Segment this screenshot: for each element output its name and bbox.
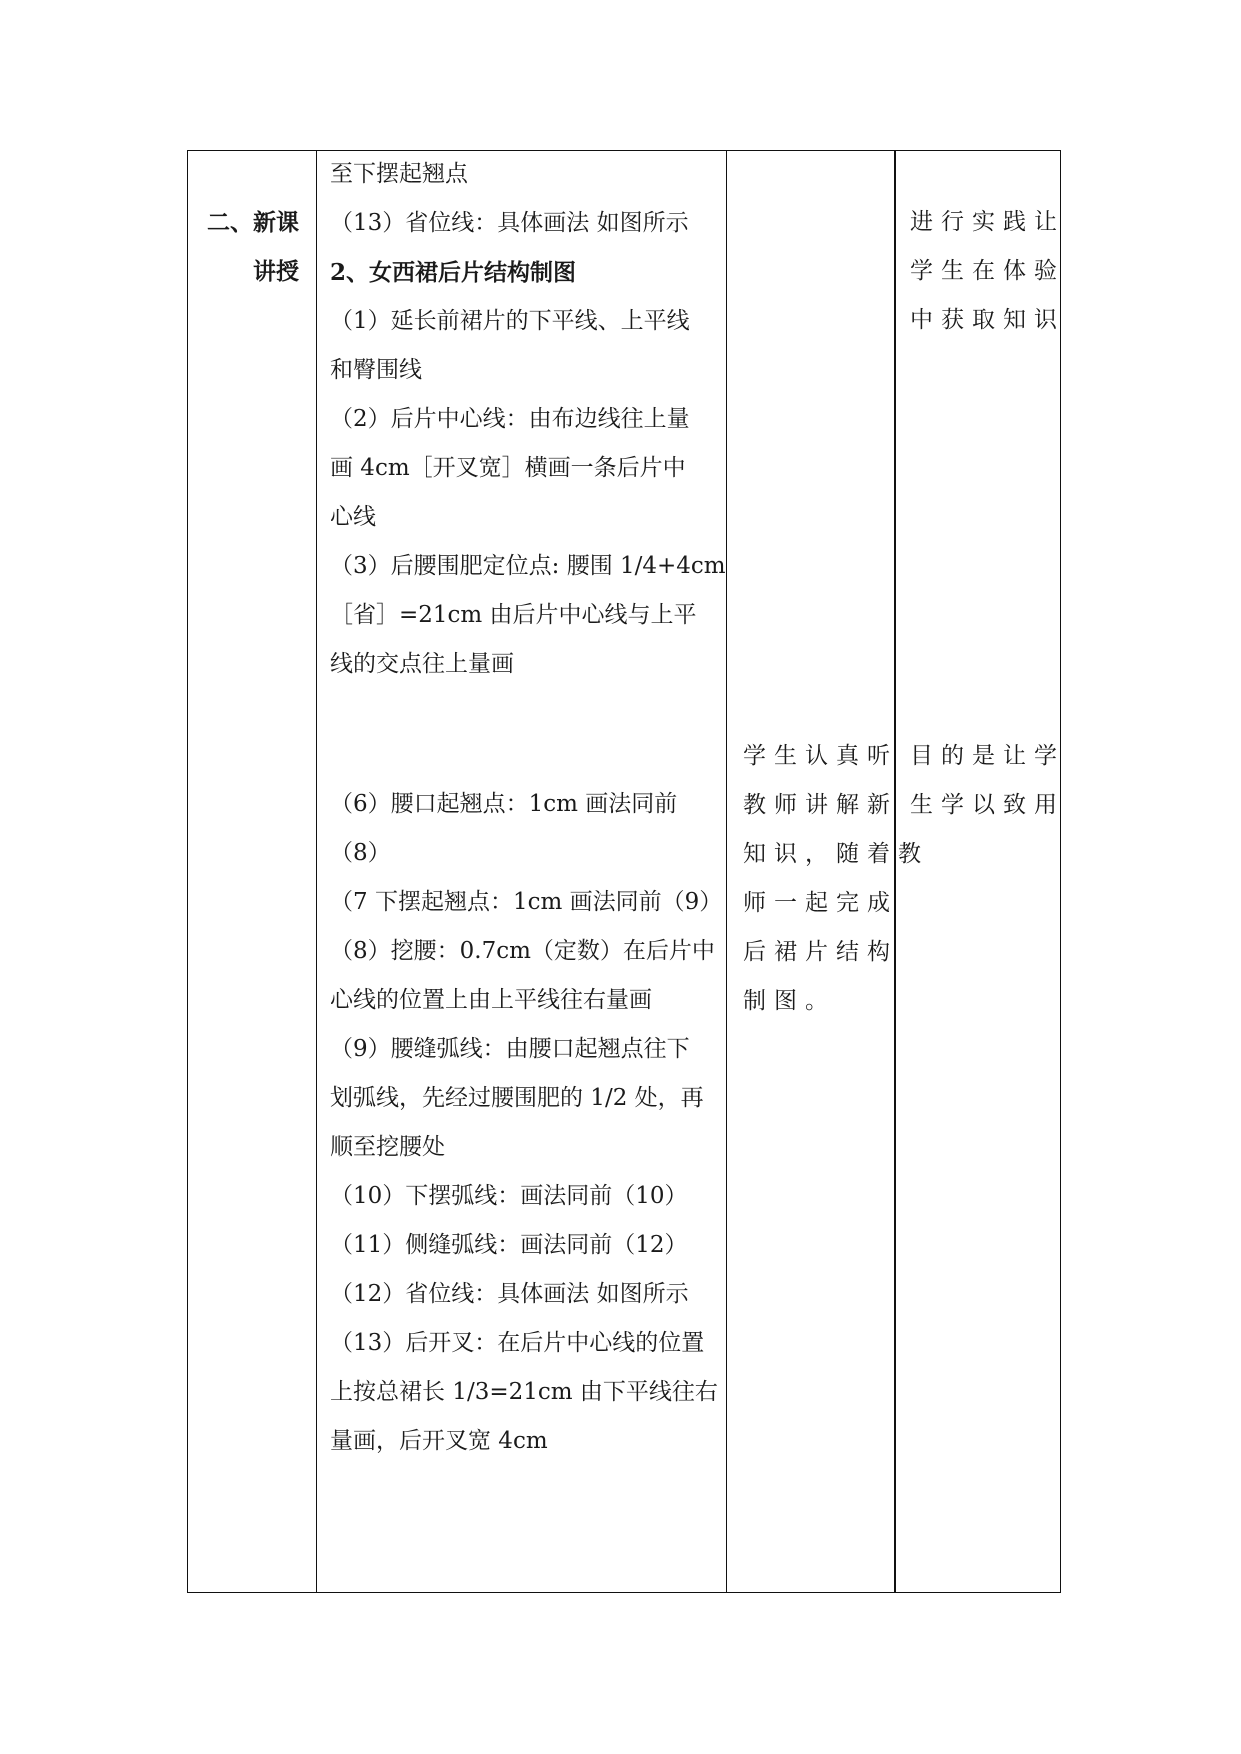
- content-line: （9）腰缝弧线：由腰口起翘点往下: [330, 1036, 690, 1062]
- content-line: 2、女西裙后片结构制图: [330, 259, 577, 286]
- student-activity-line: 后裙片结构: [743, 939, 898, 965]
- content-line: （8）挖腰：0.7cm（定数）在后片中: [330, 938, 715, 964]
- content-line: 量画，后开叉宽 4cm: [330, 1428, 548, 1454]
- content-line: （1）延长前裙片的下平线、上平线: [330, 308, 690, 334]
- section-label-line: 二、新课: [207, 209, 299, 236]
- content-line: 心线的位置上由上平线往右量画: [330, 987, 652, 1013]
- content-line: （3）后腰围肥定位点: 腰围 1/4+4cm: [330, 553, 726, 579]
- purpose-line: 中获取知识: [910, 307, 1065, 333]
- design-purpose-top: [910, 198, 1065, 345]
- column-divider: [316, 150, 317, 1593]
- content-line: 画 4cm［开叉宽］横画一条后片中: [330, 455, 686, 481]
- student-activity-line: 制图。: [743, 988, 836, 1014]
- content-line: （13）后开叉：在后片中心线的位置: [330, 1330, 705, 1356]
- purpose-line: 目的是让学: [910, 743, 1065, 769]
- section-label-line: 讲授: [253, 258, 299, 285]
- content-line: （6）腰口起翘点：1cm 画法同前: [330, 791, 678, 817]
- purpose-line: 生学以致用: [910, 792, 1065, 818]
- content-line: 心线: [330, 504, 376, 530]
- content-line: （8）: [330, 840, 391, 866]
- content-line: 和臀围线: [330, 357, 422, 383]
- content-line: 划弧线，先经过腰围肥的 1/2 处，再: [330, 1085, 704, 1111]
- content-line: （2）后片中心线：由布边线往上量: [330, 406, 690, 432]
- section-label-cell: [197, 198, 307, 296]
- design-purpose-bottom: [910, 732, 1065, 830]
- purpose-line: 学生在体验: [910, 258, 1065, 284]
- content-line: ［省］=21cm 由后片中心线与上平: [330, 602, 697, 628]
- column-divider: [726, 150, 727, 1593]
- content-line: 线的交点往上量画: [330, 651, 514, 677]
- content-line: （7 下摆起翘点：1cm 画法同前（9）: [330, 889, 723, 915]
- student-activity-line: 教师讲解新: [743, 792, 898, 818]
- content-line: （12）省位线：具体画法 如图所示: [330, 1281, 689, 1307]
- content-line: 上按总裙长 1/3=21cm 由下平线往右: [330, 1379, 718, 1405]
- content-line: （11）侧缝弧线：画法同前（12）: [330, 1232, 688, 1258]
- student-activity-line: 学生认真听: [743, 743, 898, 769]
- student-activity-line: 师一起完成: [743, 890, 898, 916]
- student-activity-line: 知识，随着教: [743, 841, 929, 867]
- student-activity-cell: [743, 732, 929, 1026]
- purpose-line: 进行实践让: [910, 209, 1065, 235]
- content-line: 至下摆起翘点: [330, 161, 468, 187]
- content-line: （13）省位线：具体画法 如图所示: [330, 210, 689, 236]
- content-line: 顺至挖腰处: [330, 1134, 445, 1160]
- teaching-content-bottom: [330, 780, 722, 1466]
- content-line: （10）下摆弧线：画法同前（10）: [330, 1183, 688, 1209]
- teaching-content-top: [330, 150, 726, 689]
